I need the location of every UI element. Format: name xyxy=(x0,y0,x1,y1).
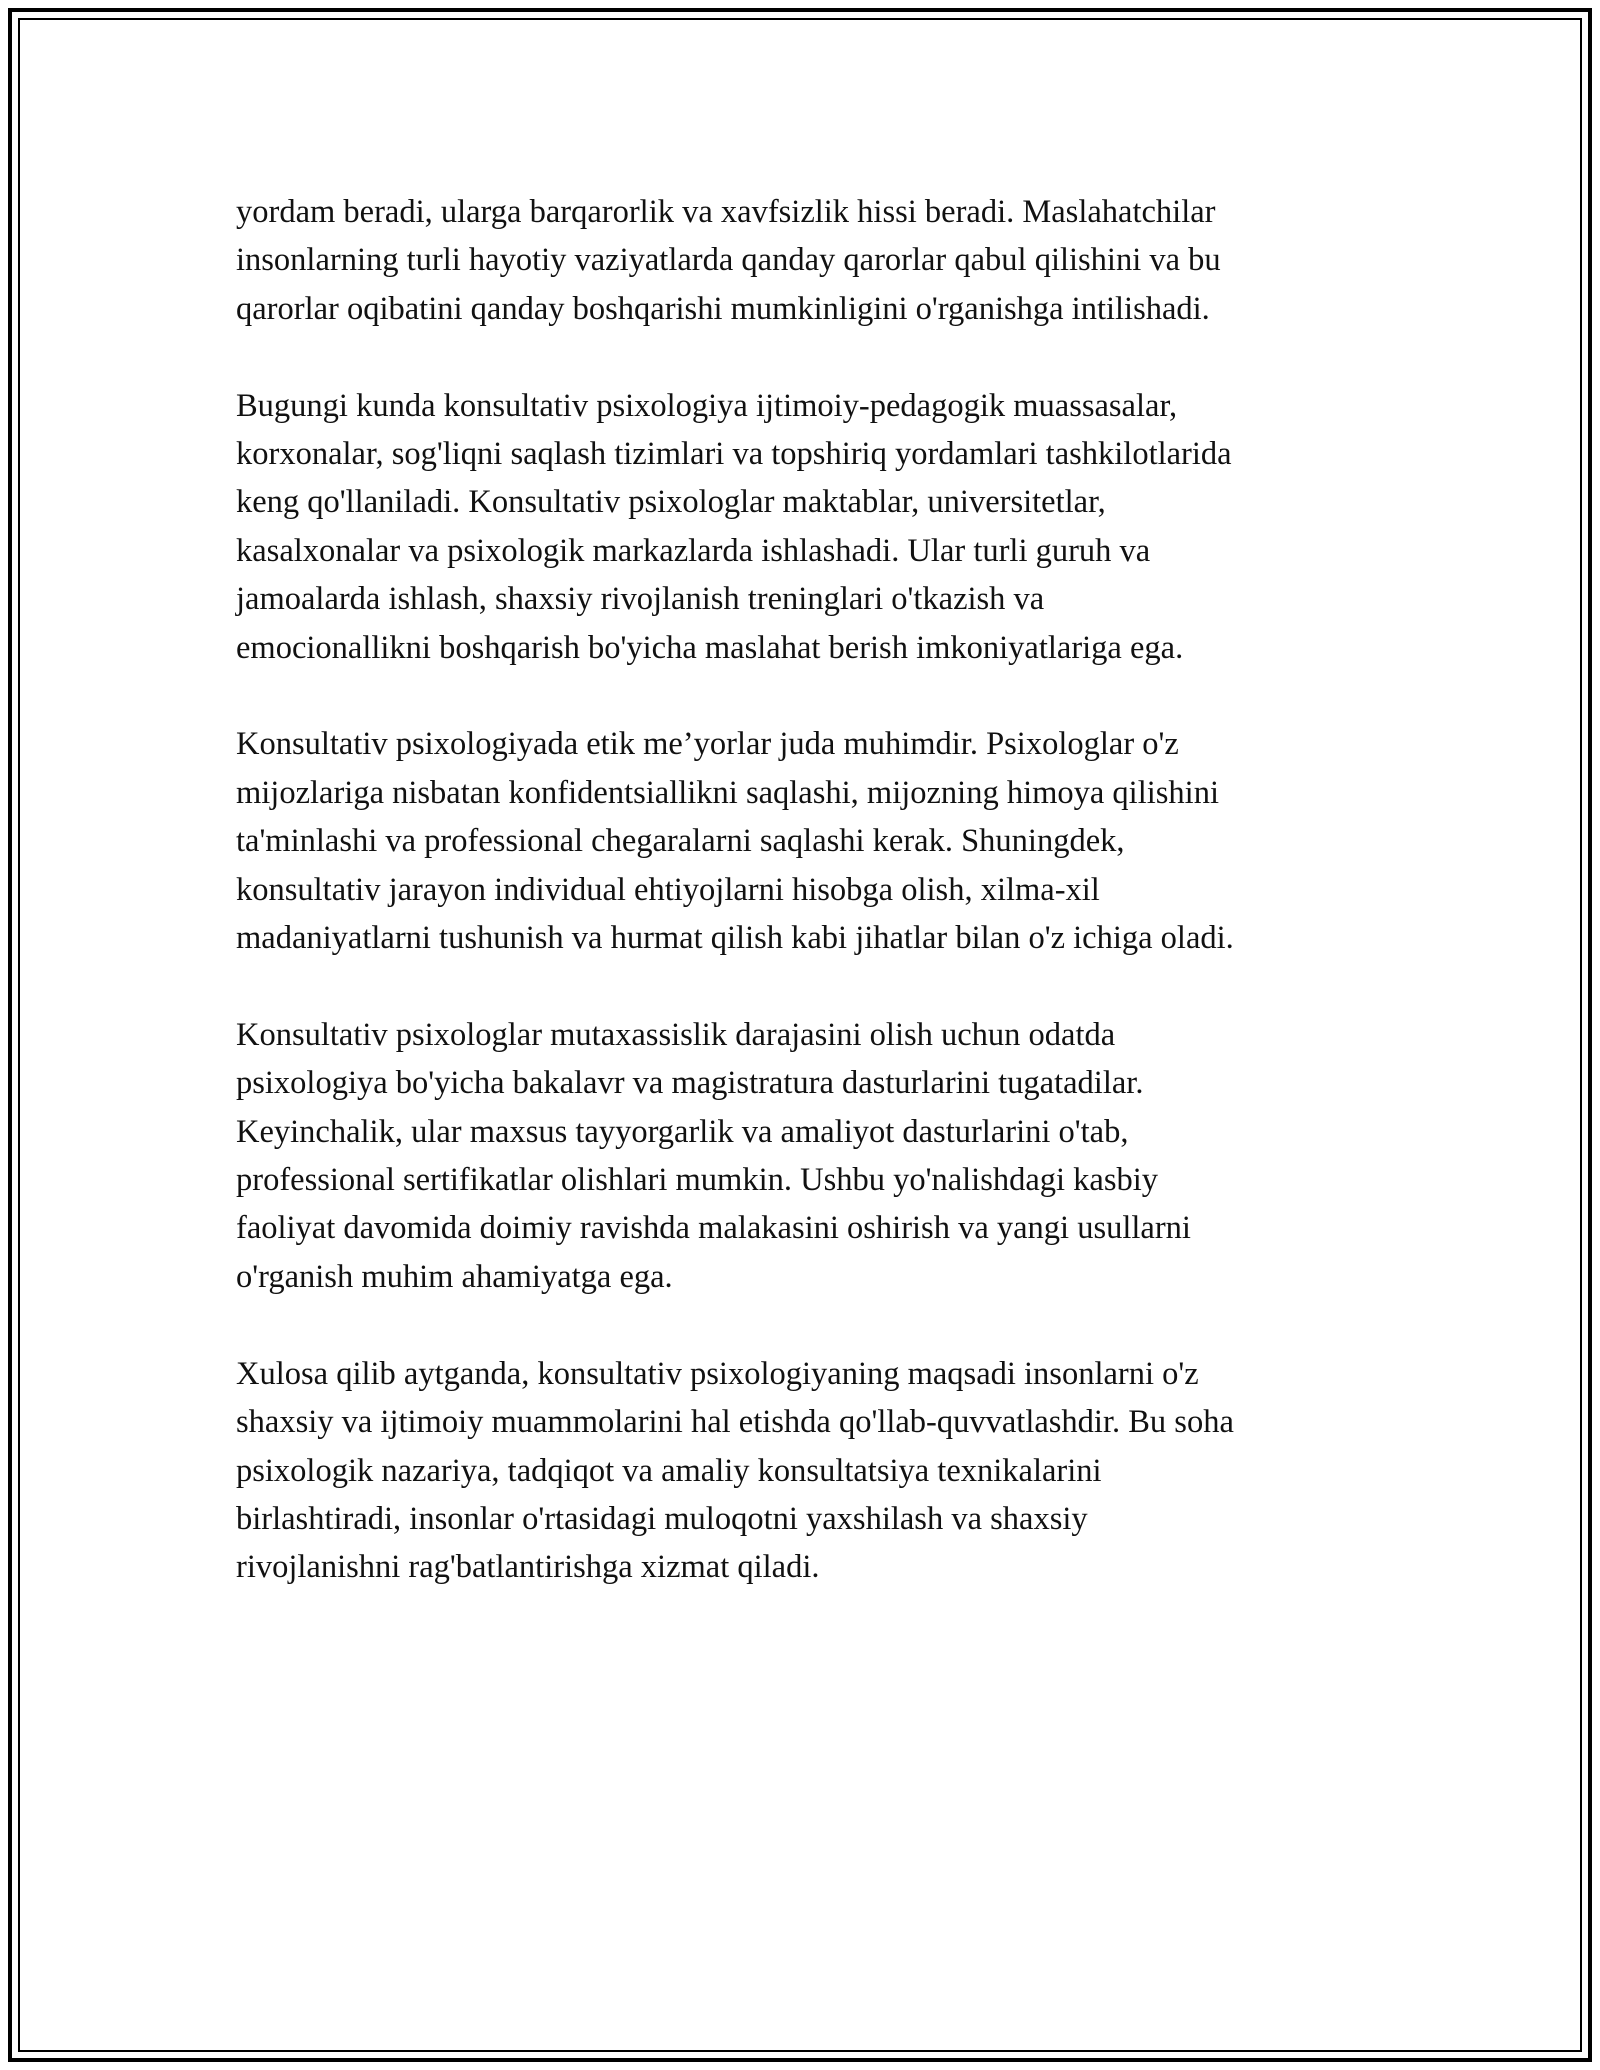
paragraph-2 xyxy=(236,382,1386,672)
text-line: birlashtiradi, insonlar o'rtasidagi muloqotni yaxshilash va shaxsiy xyxy=(236,1500,1088,1537)
text-line: qarorlar oqibatini qanday boshqarishi mumkinligini o'rganishga intilishadi. xyxy=(236,290,1210,327)
text-line: Konsultativ psixologlar mutaxassislik darajasini olish uchun odatda xyxy=(236,1016,1116,1053)
paragraph-1 xyxy=(236,188,1386,333)
text-line: korxonalar, sog'liqni saqlash tizimlari va topshiriq yordamlari tashkilotlarida xyxy=(236,436,1232,473)
text-line: yordam beradi, ularga barqarorlik va xavfsizlik hissi beradi. Maslahatchilar xyxy=(236,194,1216,230)
text-line: psixologiya bo'yicha bakalavr va magistratura dasturlarini tugatadilar. xyxy=(236,1065,1144,1102)
text-line: jamoalarda ishlash, shaxsiy rivojlanish treninglari o'tkazish va xyxy=(236,581,1045,618)
text-line: madaniyatlarni tushunish va hurmat qilish kabi jihatlar bilan o'z ichiga oladi. xyxy=(236,920,1234,957)
text-line: Bugungi kunda konsultativ psixologiya ijtimoiy-pedagogik muassasalar, xyxy=(236,387,1178,424)
text-line: o'rganish muhim ahamiyatga ega. xyxy=(236,1258,673,1295)
text-line: ta'minlashi va professional chegaralarni saqlashi kerak. Shuningdek, xyxy=(236,823,1125,860)
text-line: mijozlariga nisbatan konfidentsiallikni saqlashi, mijozning himoya qilishini xyxy=(236,774,1219,811)
text-line: kasalxonalar va psixologik markazlarda ishlashadi. Ular turli guruh va xyxy=(236,532,1151,569)
text-line: faoliyat davomida doimiy ravishda malakasini oshirish va yangi usullarni xyxy=(236,1210,1191,1247)
paragraph-4 xyxy=(236,1011,1386,1301)
text-line: rivojlanishni rag'batlantirishga xizmat qiladi. xyxy=(236,1549,820,1586)
text-line: professional sertifikatlar olishlari mumkin. Ushbu yo'nalishdagi kasbiy xyxy=(236,1162,1159,1199)
paragraph-3 xyxy=(236,720,1386,962)
text-line: Keyinchalik, ular maxsus tayyorgarlik va amaliyot dasturlarini o'tab, xyxy=(236,1113,1129,1150)
text-line: Konsultativ psixologiyada etik me’yorlar juda muhimdir. Psixologlar o'z xyxy=(236,726,1179,763)
document-body xyxy=(236,188,1386,1640)
text-line: psixologik nazariya, tadqiqot va amaliy konsultatsiya texnikalarini xyxy=(236,1452,1102,1489)
text-line: keng qo'llaniladi. Konsultativ psixologlar maktablar, universitetlar, xyxy=(236,484,1106,521)
text-line: konsultativ jarayon individual ehtiyojlarni hisobga olish, xilma-xil xyxy=(236,871,1100,908)
paragraph-5 xyxy=(236,1350,1386,1592)
text-line: insonlarning turli hayotiy vaziyatlarda qanday qarorlar qabul qilishini va bu xyxy=(236,242,1221,279)
text-line: shaxsiy va ijtimoiy muammolarini hal etishda qo'llab-quvvatlashdir. Bu soha xyxy=(236,1404,1234,1441)
text-line: emocionallikni boshqarish bo'yicha maslahat berish imkoniyatlariga ega. xyxy=(236,629,1184,666)
text-line: Xulosa qilib aytganda, konsultativ psixologiyaning maqsadi insonlarni o'z xyxy=(236,1355,1199,1392)
